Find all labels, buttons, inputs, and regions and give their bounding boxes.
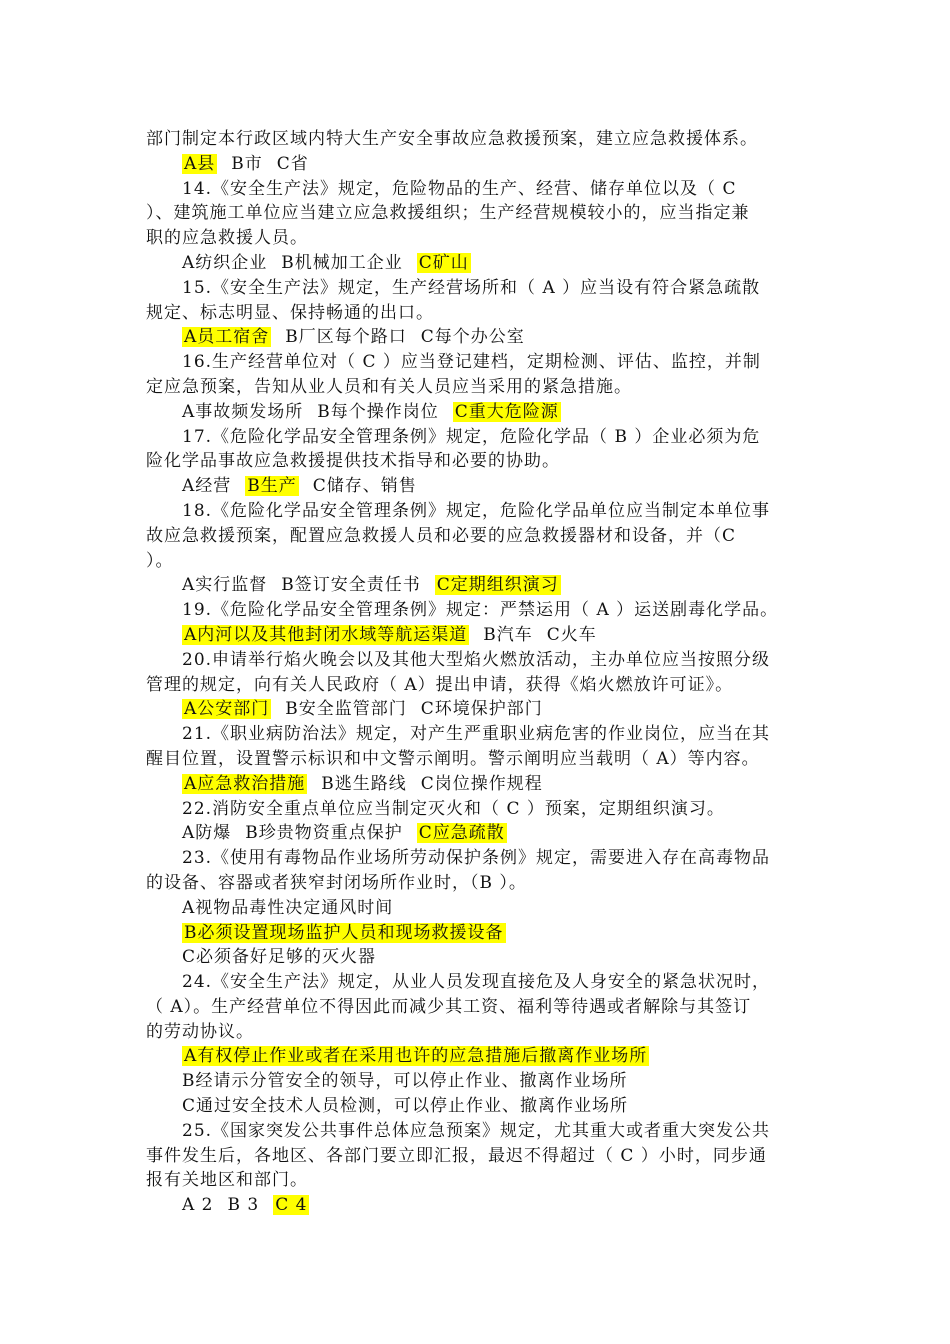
text-run: ）。 bbox=[146, 550, 174, 571]
highlighted-answer: A公安部门 bbox=[184, 699, 270, 720]
text-run: ）、建筑施工单位应当建立应急救援组织；生产经营规模较小的，应当指定兼 bbox=[146, 203, 750, 224]
highlighted-answer: C应急疏散 bbox=[418, 823, 505, 844]
text-run: C岗位操作规程 bbox=[420, 773, 543, 794]
text-run: B机械加工企业 bbox=[281, 252, 403, 273]
highlighted-answer: A内河以及其他封闭水域等航运渠道 bbox=[184, 624, 468, 645]
text-run: A事故频发场所 bbox=[182, 401, 304, 422]
text-line bbox=[146, 1044, 808, 1069]
text-run: C通过安全技术人员检测，可以停止作业、撤离作业场所 bbox=[182, 1096, 629, 1117]
text-line bbox=[146, 499, 808, 524]
text-run: 20.申请举行焰火晚会以及其他大型焰火燃放活动，主办单位应当按照分级 bbox=[182, 649, 771, 670]
highlighted-answer: A员工宿舍 bbox=[184, 327, 270, 348]
text-run: C环境保护部门 bbox=[420, 699, 543, 720]
text-run: 15.《安全生产法》规定，生产经营场所和（ A ）应当设有符合紧急疏散 bbox=[182, 277, 761, 298]
text-line bbox=[146, 251, 808, 276]
text-line bbox=[146, 1144, 808, 1169]
text-run: 险化学品事故应急救援提供技术指导和必要的协助。 bbox=[146, 451, 560, 472]
text-run: 报有关地区和部门。 bbox=[146, 1170, 308, 1191]
text-run: B汽车 bbox=[483, 624, 533, 645]
highlighted-answer: C定期组织演习 bbox=[436, 575, 559, 596]
highlighted-answer: C 4 bbox=[275, 1195, 308, 1216]
text-run: B市 bbox=[231, 153, 263, 174]
text-line bbox=[146, 945, 808, 970]
text-run: 的设备、容器或者狭窄封闭场所作业时，（B ）。 bbox=[146, 872, 527, 893]
text-run: A经营 bbox=[182, 476, 232, 497]
text-run: C每个办公室 bbox=[420, 327, 525, 348]
highlighted-answer: C矿山 bbox=[418, 252, 469, 273]
text-run: 职的应急救援人员。 bbox=[146, 228, 308, 249]
text-line bbox=[146, 226, 808, 251]
text-line bbox=[146, 797, 808, 822]
text-run: 17.《危险化学品安全管理条例》规定，危险化学品（ B ）企业必须为危 bbox=[182, 426, 761, 447]
text-line bbox=[146, 1069, 808, 1094]
text-line bbox=[146, 400, 808, 425]
text-run: 管理的规定，向有关人民政府（ A）提出申请，获得《焰火燃放许可证》。 bbox=[146, 674, 734, 695]
text-line bbox=[146, 375, 808, 400]
highlighted-answer: A有权停止作业或者在采用也许的应急措施后撤离作业场所 bbox=[184, 1046, 648, 1067]
text-run: 14.《安全生产法》规定，危险物品的生产、经营、储存单位以及（ C bbox=[182, 178, 737, 199]
text-run: B珍贵物资重点保护 bbox=[245, 823, 403, 844]
text-run: A 2 bbox=[182, 1195, 214, 1216]
text-line bbox=[146, 573, 808, 598]
text-line bbox=[146, 1193, 808, 1218]
text-run: 事件发生后，各地区、各部门要立即汇报，最迟不得超过（ C ）小时，同步通 bbox=[146, 1145, 767, 1166]
text-run: C储存、销售 bbox=[312, 476, 417, 497]
text-run: B经请示分管安全的领导，可以停止作业、撤离作业场所 bbox=[182, 1071, 628, 1092]
text-line bbox=[146, 1119, 808, 1144]
text-line bbox=[146, 449, 808, 474]
text-line bbox=[146, 648, 808, 673]
text-line bbox=[146, 673, 808, 698]
text-run: 18.《危险化学品安全管理条例》规定，危险化学品单位应当制定本单位事 bbox=[182, 500, 771, 521]
text-run: 部门制定本行政区域内特大生产安全事故应急救援预案，建立应急救援体系。 bbox=[146, 129, 758, 149]
text-line bbox=[146, 970, 808, 995]
text-line bbox=[146, 772, 808, 797]
text-run: B厂区每个路口 bbox=[285, 327, 407, 348]
text-run: 的劳动协议。 bbox=[146, 1021, 254, 1042]
text-line bbox=[146, 623, 808, 648]
text-run: 24.《安全生产法》规定，从业人员发现直接危及人身安全的紧急状况时， bbox=[182, 972, 771, 993]
text-line bbox=[146, 598, 808, 623]
text-line bbox=[146, 276, 808, 301]
highlighted-answer: A县 bbox=[184, 153, 216, 174]
text-run: 醒目位置，设置警示标识和中文警示阐明。警示阐明应当载明（ A）等内容。 bbox=[146, 748, 760, 769]
text-run: A防爆 bbox=[182, 823, 232, 844]
text-run: （ A）。生产经营单位不得因此而减少其工资、福利等待遇或者解除与其签订 bbox=[146, 996, 752, 1017]
text-line bbox=[146, 995, 808, 1020]
text-run: C火车 bbox=[546, 624, 597, 645]
text-line bbox=[146, 474, 808, 499]
text-line bbox=[146, 425, 808, 450]
text-run: A纺织企业 bbox=[182, 252, 268, 273]
text-line bbox=[146, 549, 808, 574]
highlighted-answer: B生产 bbox=[247, 476, 297, 497]
text-line bbox=[146, 127, 808, 152]
highlighted-answer: B必须设置现场监护人员和现场救援设备 bbox=[184, 922, 504, 943]
highlighted-answer: A应急救治措施 bbox=[184, 773, 306, 794]
text-line bbox=[146, 722, 808, 747]
text-line bbox=[146, 871, 808, 896]
text-line bbox=[146, 896, 808, 921]
text-line bbox=[146, 325, 808, 350]
text-run: 23.《使用有毒物品作业场所劳动保护条例》规定，需要进入存在高毒物品 bbox=[182, 848, 771, 869]
text-line bbox=[146, 1020, 808, 1045]
text-line bbox=[146, 350, 808, 375]
text-run: 25.《国家突发公共事件总体应急预案》规定，尤其重大或者重大突发公共 bbox=[182, 1120, 771, 1141]
text-line bbox=[146, 177, 808, 202]
text-line bbox=[146, 747, 808, 772]
text-run: B签订安全责任书 bbox=[281, 575, 421, 596]
question-list bbox=[146, 127, 808, 1218]
text-line bbox=[146, 1168, 808, 1193]
text-line bbox=[146, 301, 808, 326]
text-run: B每个操作岗位 bbox=[317, 401, 439, 422]
text-run: A视物品毒性决定通风时间 bbox=[182, 897, 394, 918]
text-run: 定应急预案，告知从业人员和有关人员应当采用的紧急措施。 bbox=[146, 376, 632, 397]
text-run: 21.《职业病防治法》规定，对产生严重职业病危害的作业岗位，应当在其 bbox=[182, 724, 771, 745]
text-line bbox=[146, 697, 808, 722]
text-run: A实行监督 bbox=[182, 575, 268, 596]
text-run: 规定、标志明显、保持畅通的出口。 bbox=[146, 302, 434, 323]
text-run: B 3 bbox=[227, 1195, 260, 1216]
text-run: 16.生产经营单位对（ C ）应当登记建档，定期检测、评估、监控，并制 bbox=[182, 352, 761, 373]
text-line bbox=[146, 846, 808, 871]
text-line bbox=[146, 524, 808, 549]
text-line bbox=[146, 1094, 808, 1119]
text-run: 19.《危险化学品安全管理条例》规定：严禁运用（ A ）运送剧毒化学品。 bbox=[182, 600, 779, 621]
text-line bbox=[146, 201, 808, 226]
highlighted-answer: C重大危险源 bbox=[454, 401, 559, 422]
text-run: C必须备好足够的灭火器 bbox=[182, 947, 377, 968]
text-run: 22.消防安全重点单位应当制定灭火和（ C ）预案，定期组织演习。 bbox=[182, 798, 725, 819]
text-line bbox=[146, 152, 808, 177]
text-run: B逃生路线 bbox=[321, 773, 407, 794]
text-run: 故应急救援预案，配置应急救援人员和必要的应急救援器材和设备，并（C bbox=[146, 525, 737, 546]
text-line bbox=[146, 921, 808, 946]
text-run: B安全监管部门 bbox=[285, 699, 407, 720]
text-line bbox=[146, 821, 808, 846]
text-run: C省 bbox=[276, 153, 309, 174]
